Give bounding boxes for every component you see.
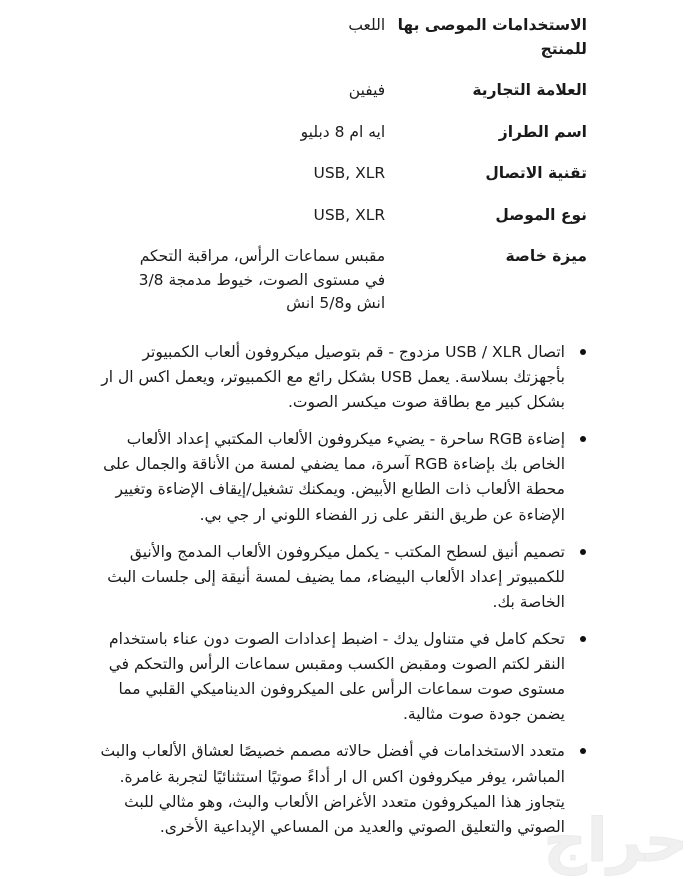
list-item	[100, 739, 587, 839]
table-row	[100, 204, 587, 246]
spec-value-recommended-uses: اللعب	[348, 16, 386, 34]
spec-table-body	[100, 14, 587, 316]
spec-value-connector-type: USB, XLR	[313, 205, 386, 224]
spec-label-brand: العلامة التجارية	[472, 81, 587, 100]
bullet-icon	[580, 349, 586, 355]
site-watermark: حراج	[543, 806, 688, 876]
list-item	[100, 427, 587, 539]
spec-label-connectivity-technology: تقنية الاتصال	[485, 164, 587, 183]
table-row	[100, 245, 587, 316]
table-row	[100, 121, 587, 163]
bullet-icon	[580, 748, 586, 754]
bullet-icon	[580, 636, 586, 642]
spec-label-special-feature: ميزة خاصة	[505, 247, 587, 266]
feature-text-elegant-design: تصميم أنيق لسطح المكتب - يكمل ميكروفون الألعاب المدمج والأنيق للكمبيوتر إعداد الألعاب البيضاء، مما يضيف لمسة أنيقة إلى جلسات البث الخاصة بك.	[107, 542, 565, 611]
spec-label-model-name: اسم الطراز	[498, 122, 587, 141]
spec-label-connector-type: نوع الموصل	[495, 205, 587, 224]
table-row	[100, 79, 587, 121]
feature-text-full-control: تحكم كامل في متناول يدك - اضبط إعدادات الصوت دون عناء باستخدام النقر لكتم الصوت ومقبض الكسب ومقبس سماعات الرأس والتحكم في مستوى صوت سماعات الرأس على الميكروفون الديناميكي القلبي مما يضمن جودة صوت مثالية.	[108, 630, 565, 724]
feature-text-versatility: متعدد الاستخدامات في أفضل حالاته مصمم خصيصًا لعشاق الألعاب والبث المباشر، يوفر ميكروفون اكس ال ار أداءً صوتيًا استثنائيًا لتجربة غامرة. يتجاوز هذا الميكروفون متعدد الأغراض الألعاب والبث، وهو مثالي للبث الصوتي والتعليق الصوتي والعديد من المساعي الإبداعية الأخرى.	[100, 742, 565, 836]
spec-value-brand: فيفين	[348, 81, 386, 100]
feature-text-dual-connection: اتصال USB / XLR مزدوج - قم بتوصيل ميكروفون ألعاب الكمبيوتر بأجهزتك بسلاسة. يعمل USB بشكل رائع مع الكمبيوتر، ويعمل اكس ال ار بشكل كبير مع بطاقة صوت ميكسر الصوت.	[101, 342, 565, 412]
product-specification-table	[100, 14, 587, 316]
spec-value-connectivity-technology: USB, XLR	[313, 164, 386, 183]
feature-text-rgb-lighting: إضاءة RGB ساحرة - يضيء ميكروفون الألعاب المكتبي إعداد الألعاب الخاص بك بإضاءة RGB آسرة، مما يضفي لمسة من الأناقة والجمال على محطة الألعاب ذات الطابع الأبيض. ويمكنك تشغيل/إيقاف الإضاءة وتغيير الإضاءة عن طريق النقر على زر الفضاء اللوني ار جي بي.	[103, 430, 565, 524]
list-item	[100, 627, 587, 739]
spec-value-special-feature: مقبس سماعات الرأس، مراقبة التحكم في مستوى الصوت، خيوط مدمجة 3/8 انش و5/8 انش	[138, 247, 386, 313]
bullet-icon	[580, 436, 586, 442]
table-row	[100, 14, 587, 79]
bullet-icon	[580, 549, 586, 555]
spec-label-recommended-uses: الاستخدامات الموصى بها للمنتج	[397, 16, 587, 58]
spec-value-model-name: ايه ام 8 دبليو	[300, 122, 386, 141]
table-row	[100, 162, 587, 204]
list-item	[100, 540, 587, 627]
list-item	[100, 340, 587, 427]
product-feature-list	[100, 340, 587, 840]
